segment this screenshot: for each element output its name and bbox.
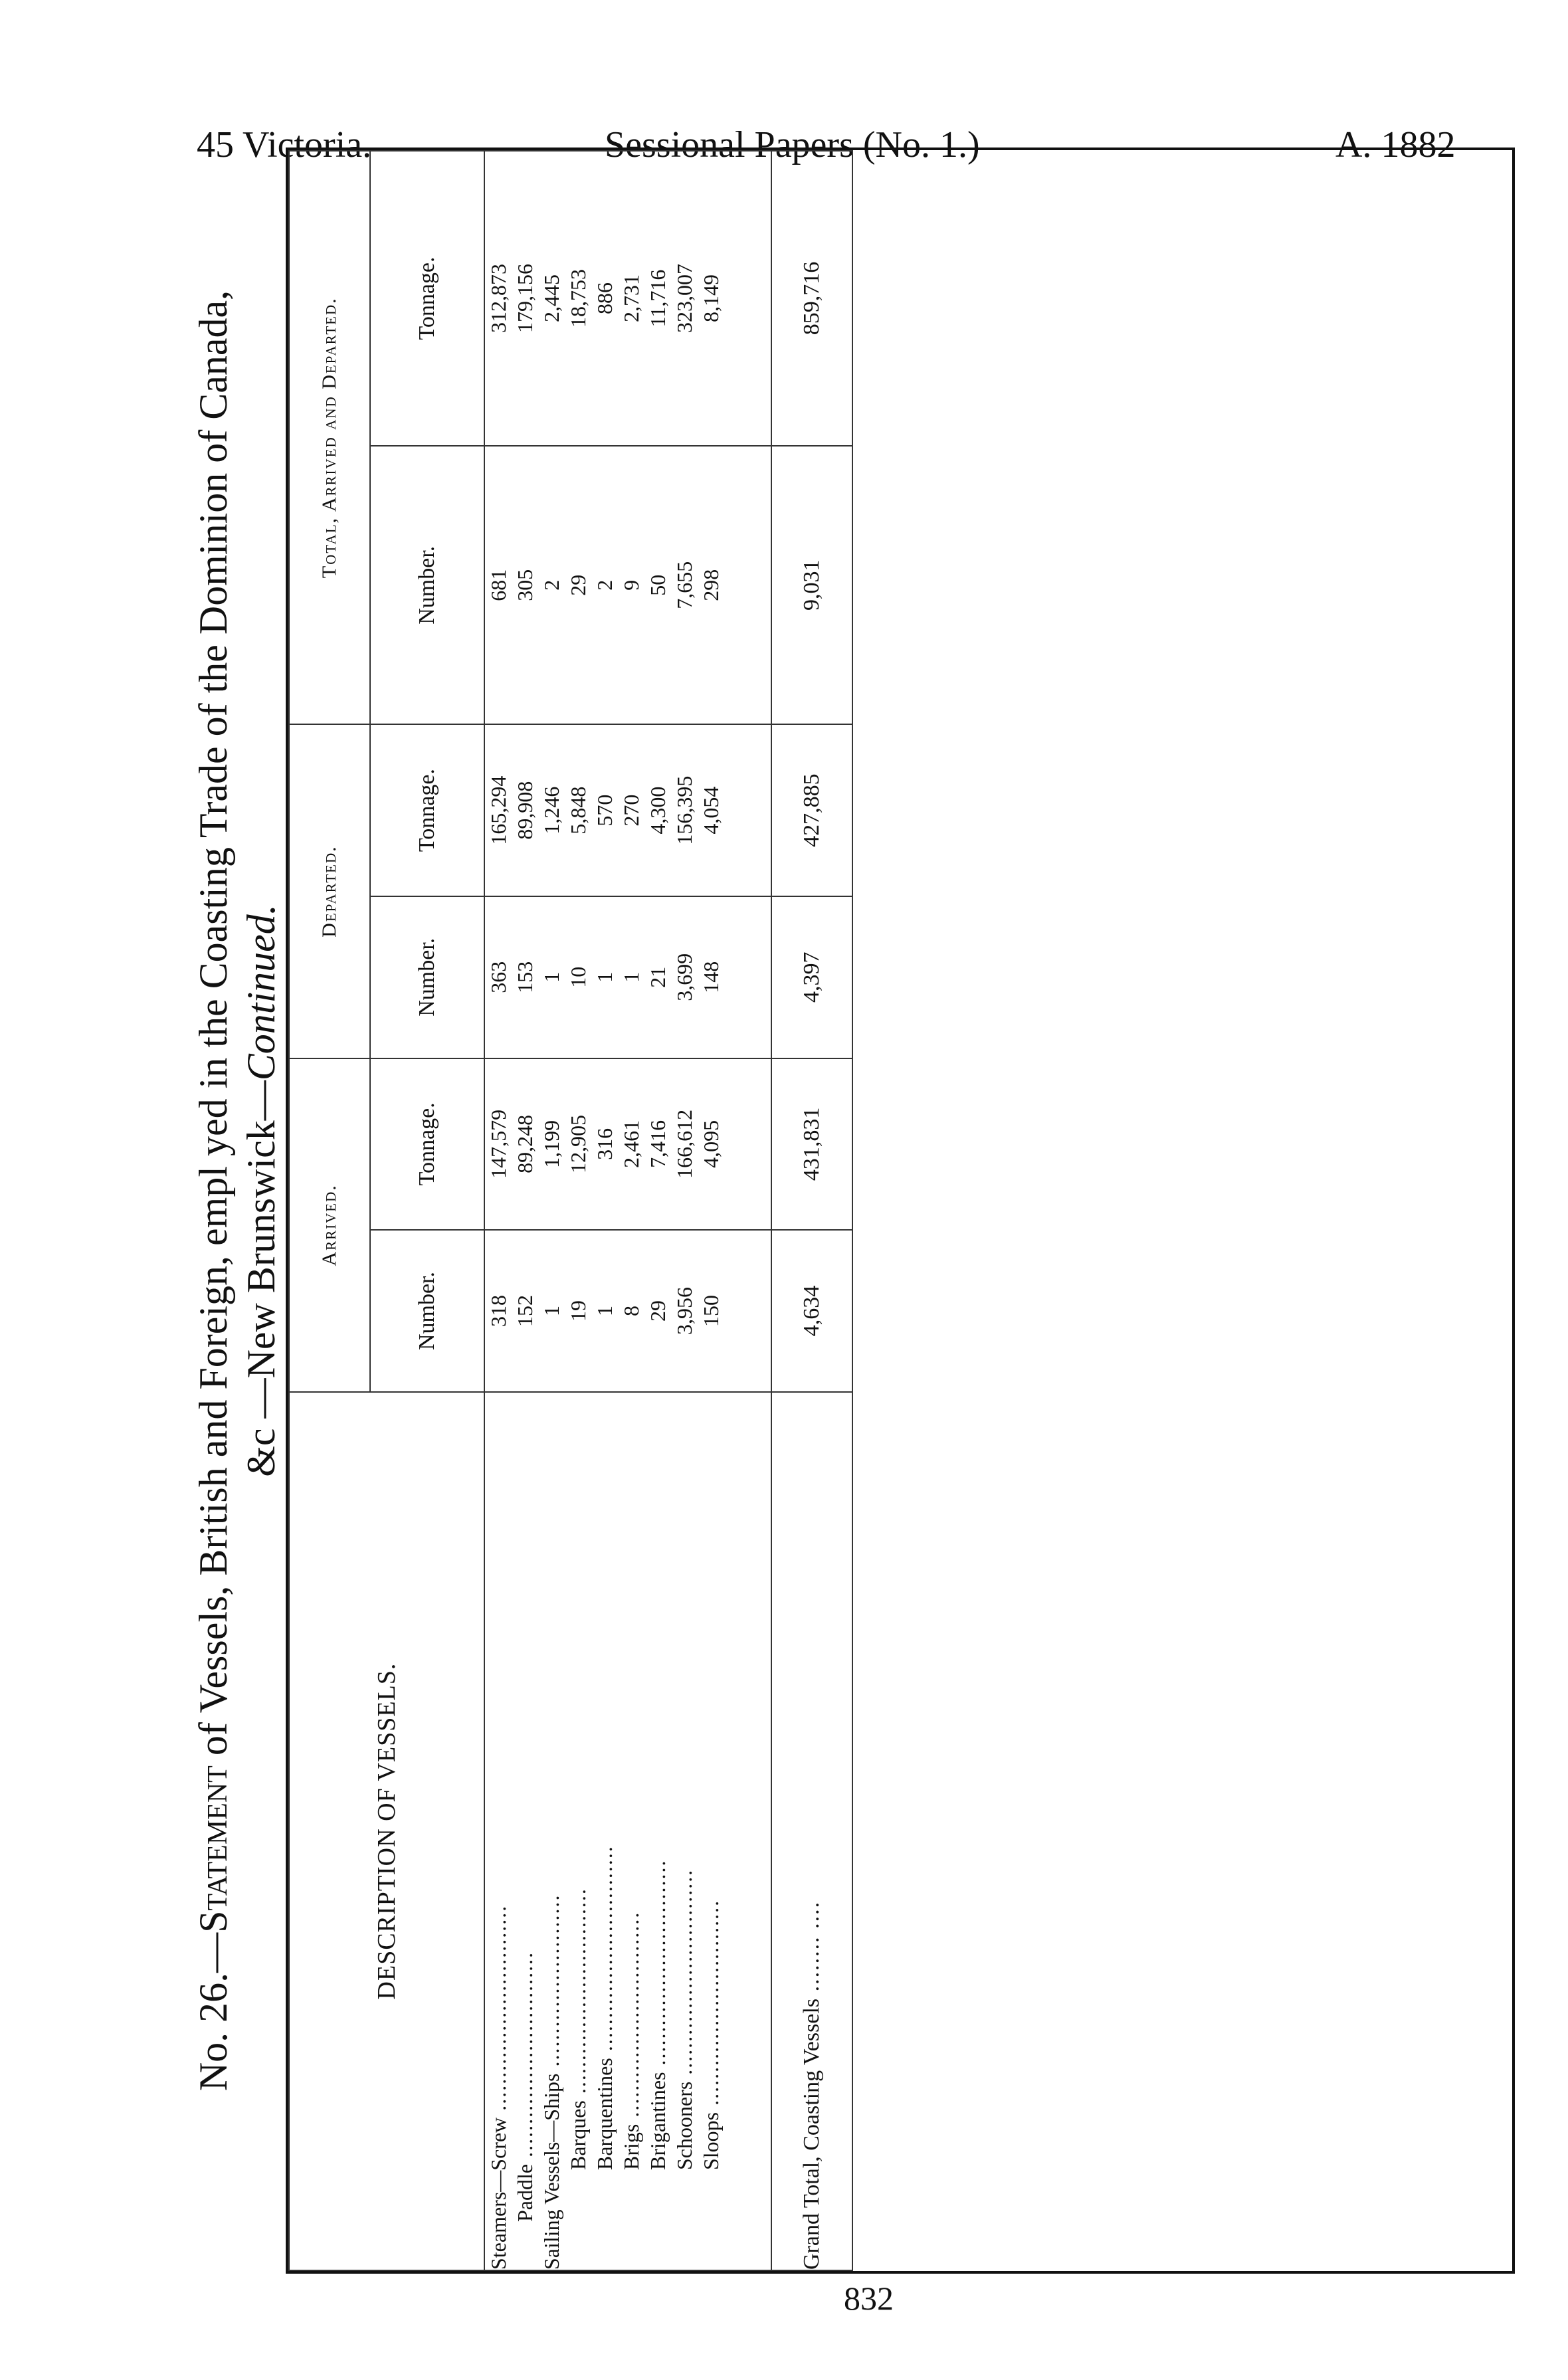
table-cell: 11,716: [646, 269, 670, 328]
running-header-center: Sessional Papers (No. 1.): [605, 124, 980, 165]
row-label: Barquentines: [593, 2058, 617, 2170]
row-label: Schooners: [672, 2081, 696, 2170]
coasting-trade-table: [288, 150, 853, 2271]
table-cell: 10: [566, 966, 590, 988]
table-cell: 7,655: [672, 561, 696, 609]
table-cell: 1: [539, 971, 563, 983]
row-label: Brigs: [619, 2124, 643, 2170]
table-cell: 1,199: [539, 1120, 563, 1168]
table-row: Barques ...............................: [566, 1888, 590, 2170]
table-cell: 2: [539, 579, 563, 591]
table-row: Schooners ...............................: [672, 1868, 696, 2170]
row-label: Barques: [566, 2100, 590, 2170]
subheader-arrived-tonnage: Tonnage.: [370, 1058, 484, 1230]
table-cell: 165,294: [486, 775, 510, 845]
grand-total-departed-tonnage: 427,885: [771, 724, 852, 896]
table-cell: 4,095: [699, 1120, 723, 1168]
table-cell: 148: [699, 961, 723, 993]
title-continued: Continued.: [239, 904, 283, 1081]
table-cell: 4,054: [699, 786, 723, 835]
table-cell: 305: [513, 569, 537, 601]
table-cell: 1,246: [539, 786, 563, 835]
table-cell: 8: [619, 1306, 643, 1316]
row-label: Sloops: [699, 2112, 723, 2170]
table-cell: 2,731: [619, 274, 643, 323]
running-header-left: 45 Victoria.: [197, 124, 372, 165]
table-row: Brigs ...............................: [619, 1911, 643, 2170]
table-cell: 29: [566, 574, 590, 596]
table-row: Sloops ...............................: [699, 1899, 723, 2170]
departed-number-column: [484, 896, 771, 1058]
title-line-1: [189, 161, 237, 2221]
table-cell: 147,579: [486, 1109, 510, 1179]
table-cell: 150: [699, 1295, 723, 1327]
arrived-number-column: [484, 1230, 771, 1392]
subheader-departed-number: Number.: [370, 896, 484, 1058]
table-cell: 1: [593, 1306, 617, 1316]
table-row: Sailing Vessels—Ships ..........................: [539, 1894, 563, 2270]
description-column: [484, 1392, 771, 2270]
table-row: Paddle ...............................: [513, 1951, 537, 2222]
data-rows-block: [484, 151, 771, 2270]
table-cell: 316: [593, 1128, 617, 1160]
running-header-right: A. 1882: [1335, 124, 1456, 165]
table-row: Steamers—Screw ...............................: [486, 1904, 510, 2270]
table-cell: 4,300: [646, 786, 670, 835]
table-title: [189, 161, 285, 2221]
grand-total-total-number: 9,031: [771, 446, 852, 724]
grand-total-total-tonnage: 859,716: [771, 151, 852, 446]
table-cell: 19: [566, 1300, 590, 1322]
table-cell: 886: [593, 282, 617, 315]
total-tonnage-column: [484, 151, 771, 446]
table-cell: 9: [619, 579, 643, 591]
page-number: 832: [844, 2280, 894, 2317]
grand-total-row: [771, 151, 852, 2270]
grand-total-label-cell: Grand Total, Coasting Vessels ........ ....: [771, 1392, 852, 2270]
table-cell: 323,007: [672, 264, 696, 334]
table-cell: 312,873: [486, 264, 510, 334]
table-row: Brigantines ...............................: [646, 1859, 670, 2170]
table-cell: 29: [646, 1300, 670, 1322]
table-cell: 318: [486, 1295, 510, 1327]
title-rest: of Vessels, British and Foreign, empl yed in the Coasting Trade of the Dominion of Canada,: [191, 290, 235, 1766]
subheader-departed-tonnage: Tonnage.: [370, 724, 484, 896]
arrived-tonnage-column: [484, 1058, 771, 1230]
table-cell: 21: [646, 966, 670, 988]
description-header: DESCRIPTION OF VESSELS.: [289, 1392, 484, 2270]
title-statement: Statement: [191, 1765, 235, 1933]
group-header-total: Total, Arrived and Departed.: [289, 151, 370, 724]
table-cell: 270: [619, 794, 643, 827]
title-line-2: [237, 161, 285, 2221]
grand-total-departed-number: 4,397: [771, 896, 852, 1058]
table-cell: 8,149: [699, 274, 723, 323]
grand-total-arrived-tonnage: 431,831: [771, 1058, 852, 1230]
grand-total-arrived-number: 4,634: [771, 1230, 852, 1392]
table-cell: 152: [513, 1295, 537, 1327]
subheader-total-tonnage: Tonnage.: [370, 151, 484, 446]
table-cell: 50: [646, 574, 670, 596]
table-cell: 3,699: [672, 953, 696, 1001]
table-cell: 681: [486, 569, 510, 601]
subheader-arrived-number: Number.: [370, 1230, 484, 1392]
table-cell: 363: [486, 961, 510, 993]
row-label: Sailing Vessels—Ships: [539, 2073, 563, 2270]
table-cell: 2,461: [619, 1120, 643, 1168]
table-cell: 298: [699, 569, 723, 601]
row-label: Steamers—Screw: [486, 2117, 510, 2270]
table-cell: 1: [539, 1306, 563, 1316]
table-cell: 156,395: [672, 775, 696, 845]
table-cell: 7,416: [646, 1120, 670, 1168]
table-cell: 179,156: [513, 264, 537, 334]
table-cell: 2: [593, 579, 617, 591]
row-label: Brigantines: [646, 2072, 670, 2170]
table-cell: 153: [513, 961, 537, 993]
table-cell: 89,908: [513, 781, 537, 840]
title-line2-text: &c —New Brunswick—: [239, 1080, 283, 1477]
table-cell: 2,445: [539, 274, 563, 323]
title-prefix: No. 26.—: [191, 1932, 235, 2092]
table-cell: 18,753: [566, 269, 590, 328]
table-cell: 3,956: [672, 1287, 696, 1335]
table-cell: 89,248: [513, 1114, 537, 1173]
group-header-arrived: Arrived.: [289, 1058, 370, 1392]
table-row: Barquentines ...............................: [593, 1845, 617, 2170]
grand-total-label: Grand Total, Coasting Vessels: [799, 1998, 824, 2270]
table-cell: 570: [593, 794, 617, 827]
table-cell: 1: [593, 971, 617, 983]
table-cell: 5,848: [566, 786, 590, 835]
departed-tonnage-column: [484, 724, 771, 896]
total-number-column: [484, 446, 771, 724]
table-cell: 1: [619, 971, 643, 983]
row-label: Paddle: [513, 2163, 537, 2222]
group-header-departed: Departed.: [289, 724, 370, 1058]
table-cell: 12,905: [566, 1114, 590, 1173]
table-cell: 166,612: [672, 1109, 696, 1179]
subheader-total-number: Number.: [370, 446, 484, 724]
table-frame: [286, 148, 1515, 2274]
